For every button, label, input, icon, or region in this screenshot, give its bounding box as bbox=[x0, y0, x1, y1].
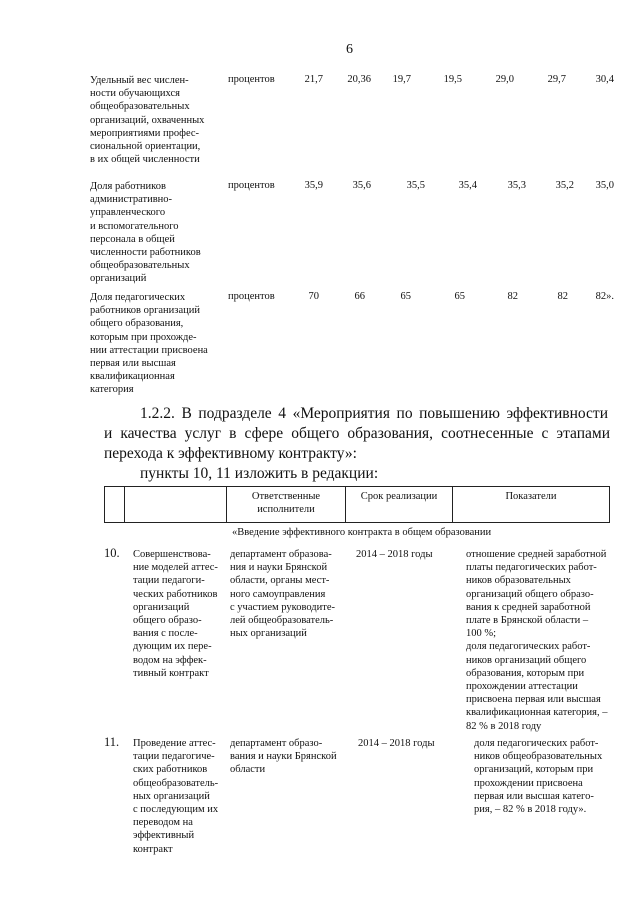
label-line: первая или высшая bbox=[90, 358, 176, 370]
indicator-3-value: 82 bbox=[507, 291, 518, 302]
activity-line: дующим их пере- bbox=[133, 641, 212, 653]
header-period: Срок реализации bbox=[360, 491, 438, 502]
indicator-line: доля педагогических работ- bbox=[474, 738, 599, 749]
row-activity bbox=[133, 737, 228, 856]
activity-line: тивный контракт bbox=[133, 667, 209, 679]
responsible-line: вания и науки Брянской bbox=[230, 751, 337, 763]
indicator-1-value: 29,0 bbox=[495, 74, 514, 85]
activity-line: с последующим их bbox=[133, 804, 219, 816]
activity-line: эффективный bbox=[133, 830, 195, 842]
indicator-3-value: 70 bbox=[308, 291, 319, 302]
indicator-line: организаций, которым при bbox=[474, 764, 594, 776]
label-line: в их общей численности bbox=[90, 154, 200, 166]
responsible-line: ных организаций bbox=[230, 628, 307, 640]
indicator-2-label bbox=[90, 180, 220, 286]
indicator-line: присвоена первая или высшая bbox=[466, 694, 601, 706]
indicator-1-value: 30,4 bbox=[595, 74, 614, 85]
row-period: 2014 – 2018 годы bbox=[356, 549, 433, 560]
label-line: категория bbox=[90, 384, 134, 396]
indicator-3-value: 82». bbox=[595, 291, 614, 302]
label-line: мероприятиями профес- bbox=[90, 127, 200, 139]
label-line: которым при прохожде- bbox=[90, 331, 197, 343]
activity-line: ских работников bbox=[133, 764, 208, 776]
activity-line: ние моделей аттес- bbox=[133, 562, 218, 574]
indicator-1-unit: процентов bbox=[228, 74, 275, 85]
activity-line: контракт bbox=[133, 843, 173, 855]
label-line: управленческого bbox=[90, 207, 166, 219]
indicator-1-value: 19,7 bbox=[392, 74, 411, 85]
responsible-line: департамент образова- bbox=[230, 549, 332, 560]
responsible-line: лей общеобразователь- bbox=[230, 615, 334, 627]
responsible-line: области, органы мест- bbox=[230, 575, 330, 587]
activity-line: ческих работников bbox=[133, 588, 218, 600]
activity-line: тации педагогиче- bbox=[133, 751, 215, 763]
indicator-1-value: 29,7 bbox=[547, 74, 566, 85]
activity-line: Проведение аттес- bbox=[133, 738, 216, 749]
indicator-line: вания к средней заработной bbox=[466, 601, 591, 613]
label-line: Доля работников bbox=[90, 181, 166, 192]
indicator-line: ников общеобразовательных bbox=[474, 751, 603, 763]
indicator-line: рия, – 82 % в 2018 году». bbox=[474, 804, 587, 816]
indicator-line: 82 % в 2018 году bbox=[466, 720, 542, 732]
label-line: общеобразовательных bbox=[90, 260, 190, 272]
header-indicators: Показатели bbox=[505, 491, 557, 502]
indicator-2-value: 35,6 bbox=[352, 180, 371, 191]
indicator-3-value: 82 bbox=[557, 291, 568, 302]
label-line: организаций, охваченных bbox=[90, 114, 205, 126]
header-line: исполнители bbox=[257, 504, 315, 515]
label-line: и вспомогательного bbox=[90, 220, 179, 232]
indicator-line: ников образовательных bbox=[466, 575, 571, 587]
label-line: работников организаций bbox=[90, 305, 200, 317]
paragraph-line: и качества услуг в сфере общего образования, соотнесенные с этапами bbox=[104, 425, 610, 442]
row-indicators bbox=[466, 548, 616, 733]
activity-line: водом на эффек- bbox=[133, 654, 207, 666]
responsible-line: ного самоуправления bbox=[230, 588, 326, 600]
indicator-1-value: 21,7 bbox=[304, 74, 323, 85]
row-responsible bbox=[230, 548, 355, 640]
indicator-2-value: 35,0 bbox=[595, 180, 614, 191]
indicator-line: образования, которым при bbox=[466, 667, 585, 679]
indicator-3-value: 66 bbox=[354, 291, 365, 302]
responsible-line: департамент образо- bbox=[230, 738, 323, 749]
activity-line: общего образо- bbox=[133, 615, 202, 627]
activity-line: вания с после- bbox=[133, 628, 198, 640]
indicator-line: доля педагогических работ- bbox=[466, 641, 591, 653]
label-line: Доля педагогических bbox=[90, 292, 186, 303]
indicator-line: организаций общего образо- bbox=[466, 588, 594, 600]
indicator-line: квалификационная категория, – bbox=[466, 707, 608, 719]
label-line: общего образования, bbox=[90, 318, 184, 330]
page-number: 6 bbox=[346, 42, 353, 57]
indicator-2-value: 35,5 bbox=[406, 180, 425, 191]
row-number: 11. bbox=[104, 735, 120, 749]
label-line: организаций bbox=[90, 273, 147, 285]
activity-line: переводом на bbox=[133, 817, 193, 829]
paragraph-line: пункты 10, 11 изложить в редакции: bbox=[140, 465, 379, 482]
label-line: численности работников bbox=[90, 247, 201, 259]
activity-line: Совершенствова- bbox=[133, 549, 211, 560]
responsible-line: ния и науки Брянской bbox=[230, 562, 328, 574]
indicator-line: 100 %; bbox=[466, 628, 497, 640]
label-line: административно- bbox=[90, 194, 173, 206]
indicator-1-value: 20,36 bbox=[347, 74, 371, 85]
indicator-3-value: 65 bbox=[454, 291, 465, 302]
indicator-2-value: 35,4 bbox=[458, 180, 477, 191]
label-line: нии аттестации присвоена bbox=[90, 344, 208, 356]
activity-line: ных организаций bbox=[133, 790, 210, 802]
responsible-line: области bbox=[230, 764, 266, 776]
indicator-line: прохождении присвоена bbox=[474, 777, 583, 789]
indicator-line: платы педагогических работ- bbox=[466, 562, 597, 574]
header-line: Ответственные bbox=[251, 491, 321, 502]
row-period: 2014 – 2018 годы bbox=[358, 738, 435, 749]
indicator-line: плате в Брянской области – bbox=[466, 615, 589, 627]
indicator-1-label bbox=[90, 74, 220, 166]
indicator-3-label bbox=[90, 291, 220, 397]
label-line: сиональной ориентации, bbox=[90, 141, 201, 153]
paragraph-line: 1.2.2. В подразделе 4 «Мероприятия по повышению эффективности bbox=[140, 405, 608, 422]
indicator-2-value: 35,2 bbox=[555, 180, 574, 191]
paragraph-line: перехода к эффективному контракту»: bbox=[104, 445, 357, 462]
indicator-line: отношение средней заработной bbox=[466, 549, 607, 560]
section-title: «Введение эффективного контракта в общем образовании bbox=[232, 527, 492, 538]
indicator-2-value: 35,9 bbox=[304, 180, 323, 191]
label-line: ности обучающихся bbox=[90, 88, 180, 100]
activity-line: тации педагоги- bbox=[133, 575, 205, 587]
indicator-3-value: 65 bbox=[400, 291, 411, 302]
indicator-line: ников организаций общего bbox=[466, 654, 587, 666]
label-line: общеобразовательных bbox=[90, 101, 190, 113]
indicator-line: первая или высшая катего- bbox=[474, 790, 594, 802]
indicator-2-value: 35,3 bbox=[507, 180, 526, 191]
header-responsible bbox=[228, 490, 344, 516]
indicator-line: прохождении аттестации bbox=[466, 681, 578, 693]
responsible-line: с участием руководите- bbox=[230, 601, 335, 613]
indicator-3-unit: процентов bbox=[228, 291, 275, 302]
row-indicators bbox=[474, 737, 616, 816]
indicator-2-unit: процентов bbox=[228, 180, 275, 191]
label-line: персонала в общей bbox=[90, 233, 175, 245]
indicator-1-value: 19,5 bbox=[443, 74, 462, 85]
label-line: Удельный вес числен- bbox=[90, 75, 189, 86]
row-number: 10. bbox=[104, 546, 120, 560]
label-line: квалификационная bbox=[90, 371, 175, 383]
activity-line: общеобразователь- bbox=[133, 777, 219, 789]
row-responsible bbox=[230, 737, 355, 777]
activity-line: организаций bbox=[133, 601, 190, 613]
row-activity bbox=[133, 548, 228, 680]
